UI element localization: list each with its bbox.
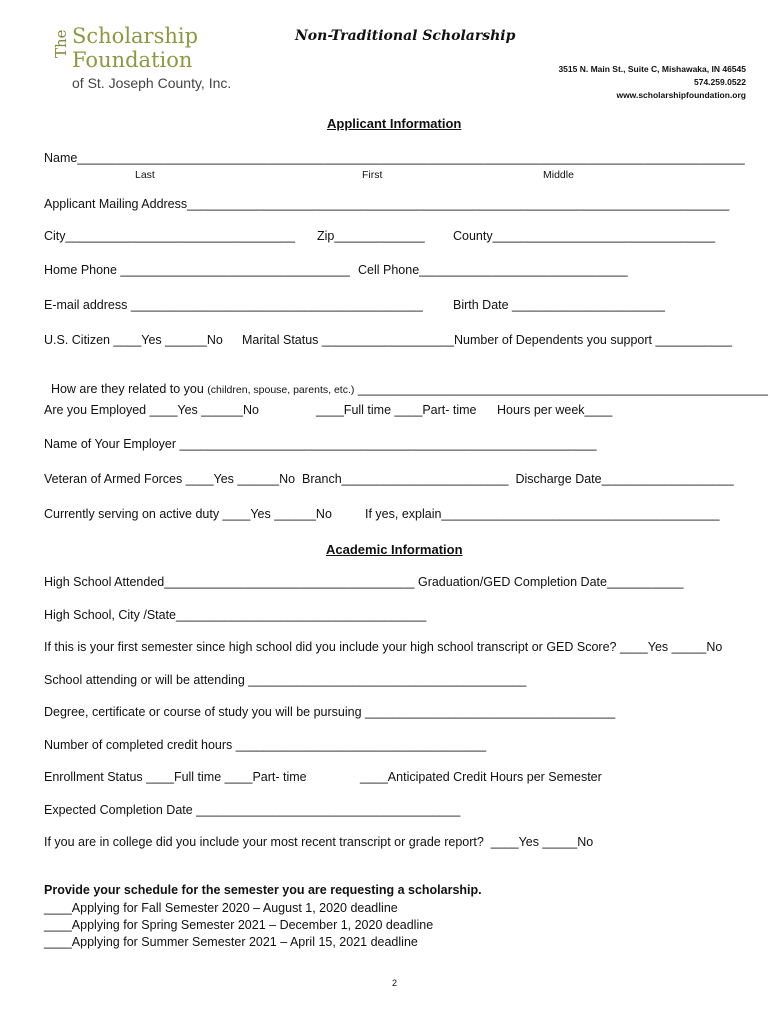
employer-field[interactable]: Name of Your Employer ____________________________________________________________ <box>44 437 597 451</box>
explain-field[interactable]: If yes, explain________________________________________ <box>365 507 720 521</box>
us-citizen-field[interactable]: U.S. Citizen ____Yes ______No <box>44 333 223 347</box>
county-field[interactable]: County________________________________ <box>453 229 716 243</box>
schedule-item-spring[interactable]: ____Applying for Spring Semester 2021 – December 1, 2020 deadline <box>44 918 434 932</box>
active-duty-field[interactable]: Currently serving on active duty ____Yes ______No <box>44 507 332 521</box>
marital-dependents-field[interactable]: Marital Status ___________________Number of Dependents you support ___________ <box>242 333 732 347</box>
college-transcript-field[interactable]: If you are in college did you include your most recent transcript or grade report? ____Yes _____No <box>44 835 594 849</box>
document-title: Non-Traditional Scholarship <box>295 28 516 44</box>
name-first-label: First <box>362 169 383 181</box>
academic-heading: Academic Information <box>326 542 463 557</box>
school-attending-field[interactable]: School attending or will be attending ________________________________________ <box>44 673 527 687</box>
address-web: www.scholarshipfoundation.org <box>616 90 746 100</box>
address-street: 3515 N. Main St., Suite C, Mishawaka, IN 46545 <box>558 64 746 74</box>
degree-field[interactable]: Degree, certificate or course of study you will be pursuing ____________________________________ <box>44 705 616 719</box>
mailing-address-field[interactable]: Applicant Mailing Address______________________________________________________________________________ <box>44 197 730 211</box>
schedule-heading: Provide your schedule for the semester you are requesting a scholarship. <box>44 883 482 897</box>
employment-type-field[interactable]: ____Full time ____Part- time <box>316 403 477 417</box>
name-middle-label: Middle <box>543 169 574 181</box>
hours-per-week-field[interactable]: Hours per week____ <box>497 403 613 417</box>
relationship-field[interactable] <box>44 368 768 396</box>
high-school-field[interactable]: High School Attended____________________________________ Graduation/GED Completion Date___________ <box>44 575 684 589</box>
logo-line1: Scholarship <box>72 24 199 48</box>
first-semester-field[interactable]: If this is your first semester since high school did you include your high school transcript or GED Score? ____Yes _____No <box>44 640 723 654</box>
logo-line2: Foundation <box>72 48 193 72</box>
page-number: 2 <box>392 978 398 988</box>
city-field[interactable]: City_________________________________ <box>44 229 295 243</box>
name-field[interactable]: Name________________________________________________________________________________________________ <box>44 151 745 165</box>
home-phone-field[interactable]: Home Phone _________________________________ <box>44 263 350 277</box>
veteran-field[interactable]: Veteran of Armed Forces ____Yes ______No Branch________________________ Discharge Date___________________ <box>44 472 734 486</box>
employed-field[interactable]: Are you Employed ____Yes ______No <box>44 403 259 417</box>
relationship-label: How are they related to you <box>50 382 208 396</box>
expected-completion-field[interactable]: Expected Completion Date ______________________________________ <box>44 803 461 817</box>
applicant-heading: Applicant Information <box>327 116 462 131</box>
zip-field[interactable]: Zip_____________ <box>317 229 425 243</box>
anticipated-credit-field[interactable]: ____Anticipated Credit Hours per Semester <box>360 770 602 784</box>
name-last-label: Last <box>135 169 155 181</box>
email-field[interactable]: E-mail address __________________________________________ <box>44 298 423 312</box>
cell-phone-field[interactable]: Cell Phone______________________________ <box>358 263 628 277</box>
relationship-line: ___________________________________________________________ <box>354 382 769 396</box>
credit-hours-field[interactable]: Number of completed credit hours ____________________________________ <box>44 738 487 752</box>
birth-date-field[interactable]: Birth Date ______________________ <box>453 298 665 312</box>
logo-the: The <box>52 29 70 58</box>
enrollment-status-field[interactable]: Enrollment Status ____Full time ____Part- time <box>44 770 307 784</box>
relationship-hint: (children, spouse, parents, etc.) <box>207 384 355 396</box>
high-school-city-field[interactable]: High School, City /State____________________________________ <box>44 608 427 622</box>
logo-line3: of St. Joseph County, Inc. <box>72 75 232 91</box>
schedule-item-fall[interactable]: ____Applying for Fall Semester 2020 – August 1, 2020 deadline <box>44 901 398 915</box>
address-phone: 574.259.0522 <box>694 77 746 87</box>
schedule-item-summer[interactable]: ____Applying for Summer Semester 2021 – April 15, 2021 deadline <box>44 935 418 949</box>
